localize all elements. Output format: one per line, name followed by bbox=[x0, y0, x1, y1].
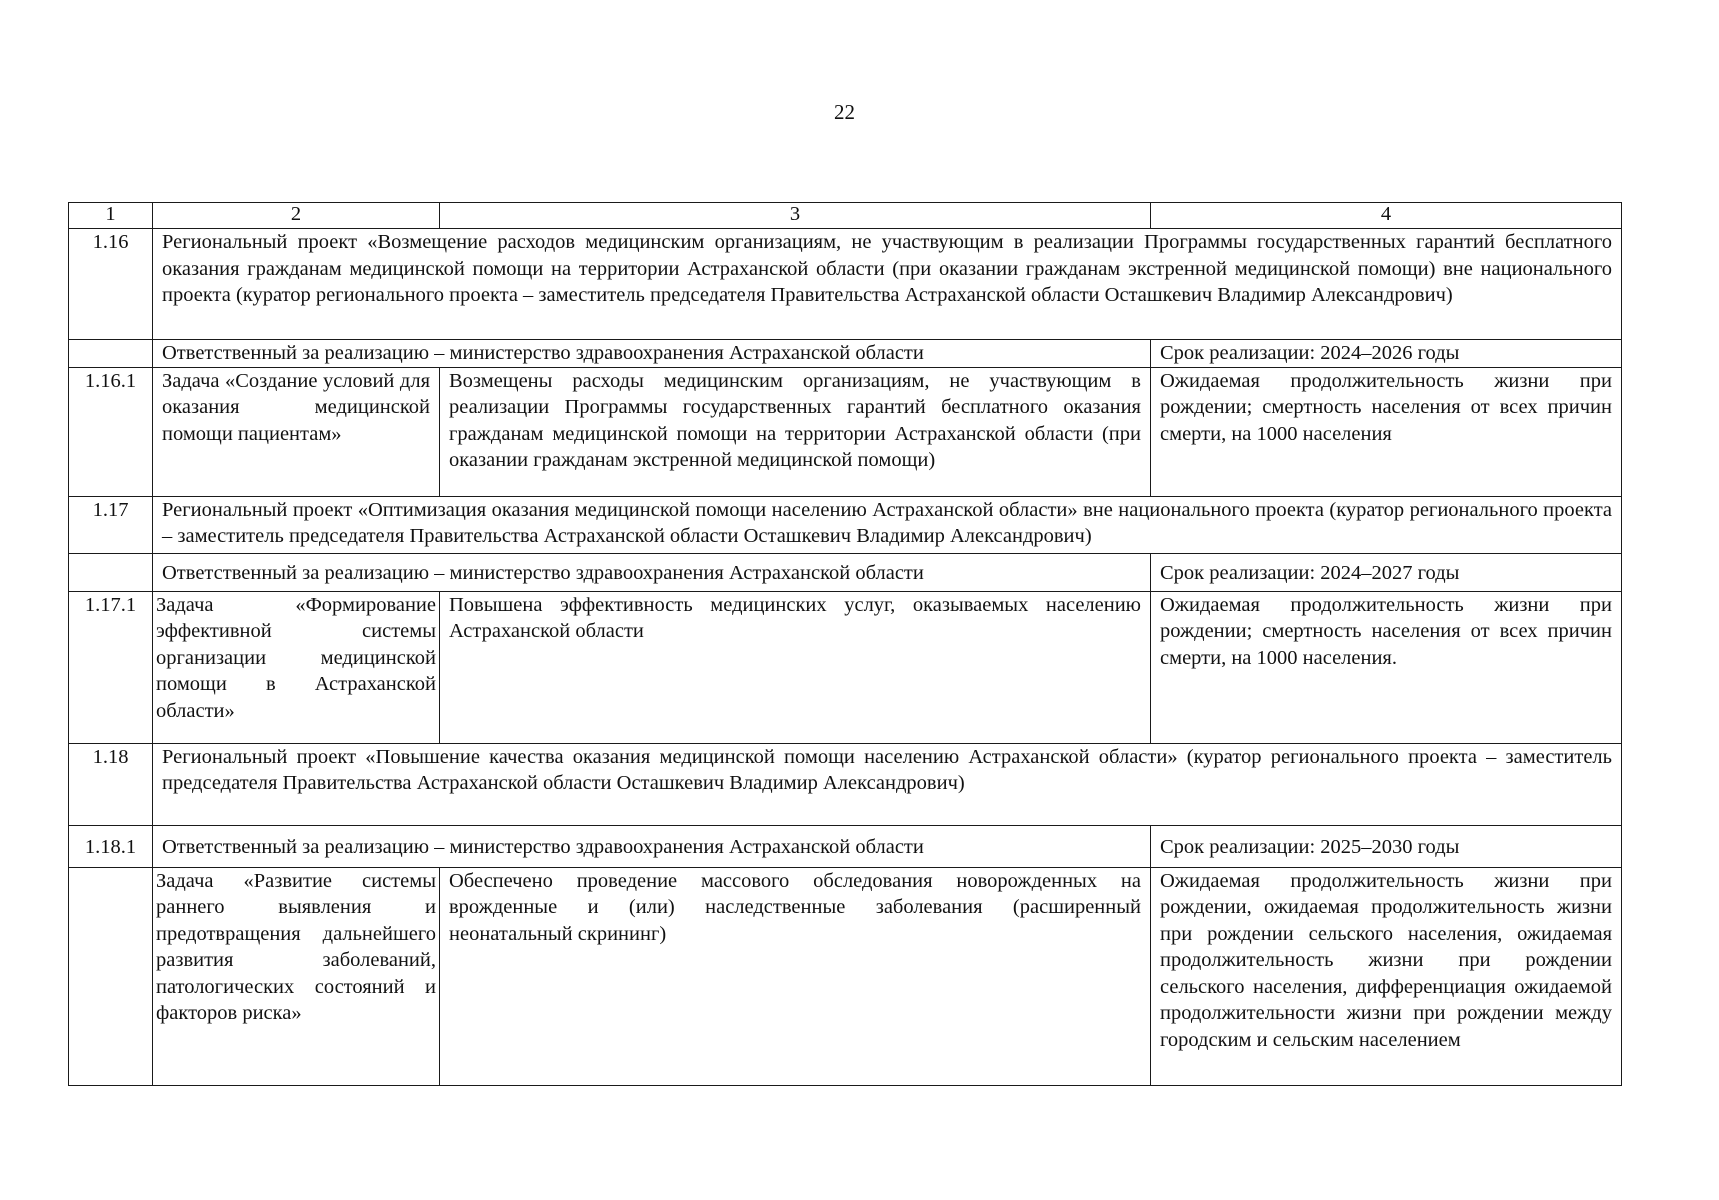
task-row bbox=[69, 867, 1622, 1085]
row-number: 1.18.1 bbox=[69, 825, 153, 867]
project-title: Региональный проект «Повышение качества оказания медицинской помощи населению Астраханской области» (куратор регионального проекта – заместитель председателя Правительства Астраханской области Осташкевич Владимир Александрович) bbox=[153, 743, 1622, 825]
responsible-row bbox=[69, 825, 1622, 867]
responsible-row bbox=[69, 553, 1622, 591]
responsible-text: Ответственный за реализацию – министерство здравоохранения Астраханской области bbox=[153, 825, 1151, 867]
task-row bbox=[69, 367, 1622, 496]
indicator-text: Ожидаемая продолжительность жизни при рождении; смертность населения от всех причин смерти, на 1000 населения bbox=[1151, 367, 1622, 496]
row-number: 1.16 bbox=[69, 229, 153, 340]
task-text: Задача «Формирование эффективной системы организации медицинской помощи в Астраханской области» bbox=[153, 591, 440, 743]
row-number-empty bbox=[69, 340, 153, 368]
row-number: 1.16.1 bbox=[69, 367, 153, 496]
task-row bbox=[69, 591, 1622, 743]
table-header-row bbox=[69, 203, 1622, 229]
result-text: Повышена эффективность медицинских услуг, оказываемых населению Астраханской области bbox=[440, 591, 1151, 743]
indicator-text: Ожидаемая продолжительность жизни при рождении; смертность населения от всех причин смерти, на 1000 населения. bbox=[1151, 591, 1622, 743]
project-title: Региональный проект «Оптимизация оказания медицинской помощи населению Астраханской области» вне национального проекта (куратор регионального проекта – заместитель председателя Правительства Астраханской области Осташкевич Владимир Александрович) bbox=[153, 496, 1622, 553]
program-table bbox=[68, 202, 1622, 1086]
indicator-text: Ожидаемая продолжительность жизни при рождении, ожидаемая продолжительность жизни при рождении сельского населения, ожидаемая продолжительность жизни при рождении сельского населения, дифференциация ожидаемой продолжительности жизни при рождении между городским и сельским населением bbox=[1151, 867, 1622, 1085]
task-text: Задача «Создание условий для оказания медицинской помощи пациентам» bbox=[153, 367, 440, 496]
result-text: Обеспечено проведение массового обследования новорожденных на врожденные и (или) наследственные заболевания (расширенный неонатальный скрининг) bbox=[440, 867, 1151, 1085]
column-header: 4 bbox=[1151, 203, 1622, 229]
term-text: Срок реализации: 2024–2026 годы bbox=[1151, 340, 1622, 368]
column-header: 3 bbox=[440, 203, 1151, 229]
project-row bbox=[69, 743, 1622, 825]
row-number-empty bbox=[69, 553, 153, 591]
row-number-empty bbox=[69, 867, 153, 1085]
column-header: 2 bbox=[153, 203, 440, 229]
project-row bbox=[69, 496, 1622, 553]
column-header: 1 bbox=[69, 203, 153, 229]
term-text: Срок реализации: 2024–2027 годы bbox=[1151, 553, 1622, 591]
project-title: Региональный проект «Возмещение расходов медицинским организациям, не участвующим в реализации Программы государственных гарантий бесплатного оказания гражданам медицинской помощи на территории Астраханской области (при оказании гражданам экстренной медицинской помощи) вне национального проекта (куратор регионального проекта – заместитель председателя Правительства Астраханской области Осташкевич Владимир Александрович) bbox=[153, 229, 1622, 340]
project-row bbox=[69, 229, 1622, 340]
responsible-row bbox=[69, 340, 1622, 368]
row-number: 1.17.1 bbox=[69, 591, 153, 743]
row-number: 1.18 bbox=[69, 743, 153, 825]
row-number: 1.17 bbox=[69, 496, 153, 553]
term-text: Срок реализации: 2025–2030 годы bbox=[1151, 825, 1622, 867]
result-text: Возмещены расходы медицинским организациям, не участвующим в реализации Программы государственных гарантий бесплатного оказания гражданам медицинской помощи на территории Астраханской области (при оказании гражданам экстренной медицинской помощи) bbox=[440, 367, 1151, 496]
task-text: Задача «Развитие системы раннего выявления и предотвращения дальнейшего развития заболеваний, патологических состояний и факторов риска» bbox=[153, 867, 440, 1085]
page-number: 22 bbox=[834, 100, 855, 124]
responsible-text: Ответственный за реализацию – министерство здравоохранения Астраханской области bbox=[153, 340, 1151, 368]
responsible-text: Ответственный за реализацию – министерство здравоохранения Астраханской области bbox=[153, 553, 1151, 591]
